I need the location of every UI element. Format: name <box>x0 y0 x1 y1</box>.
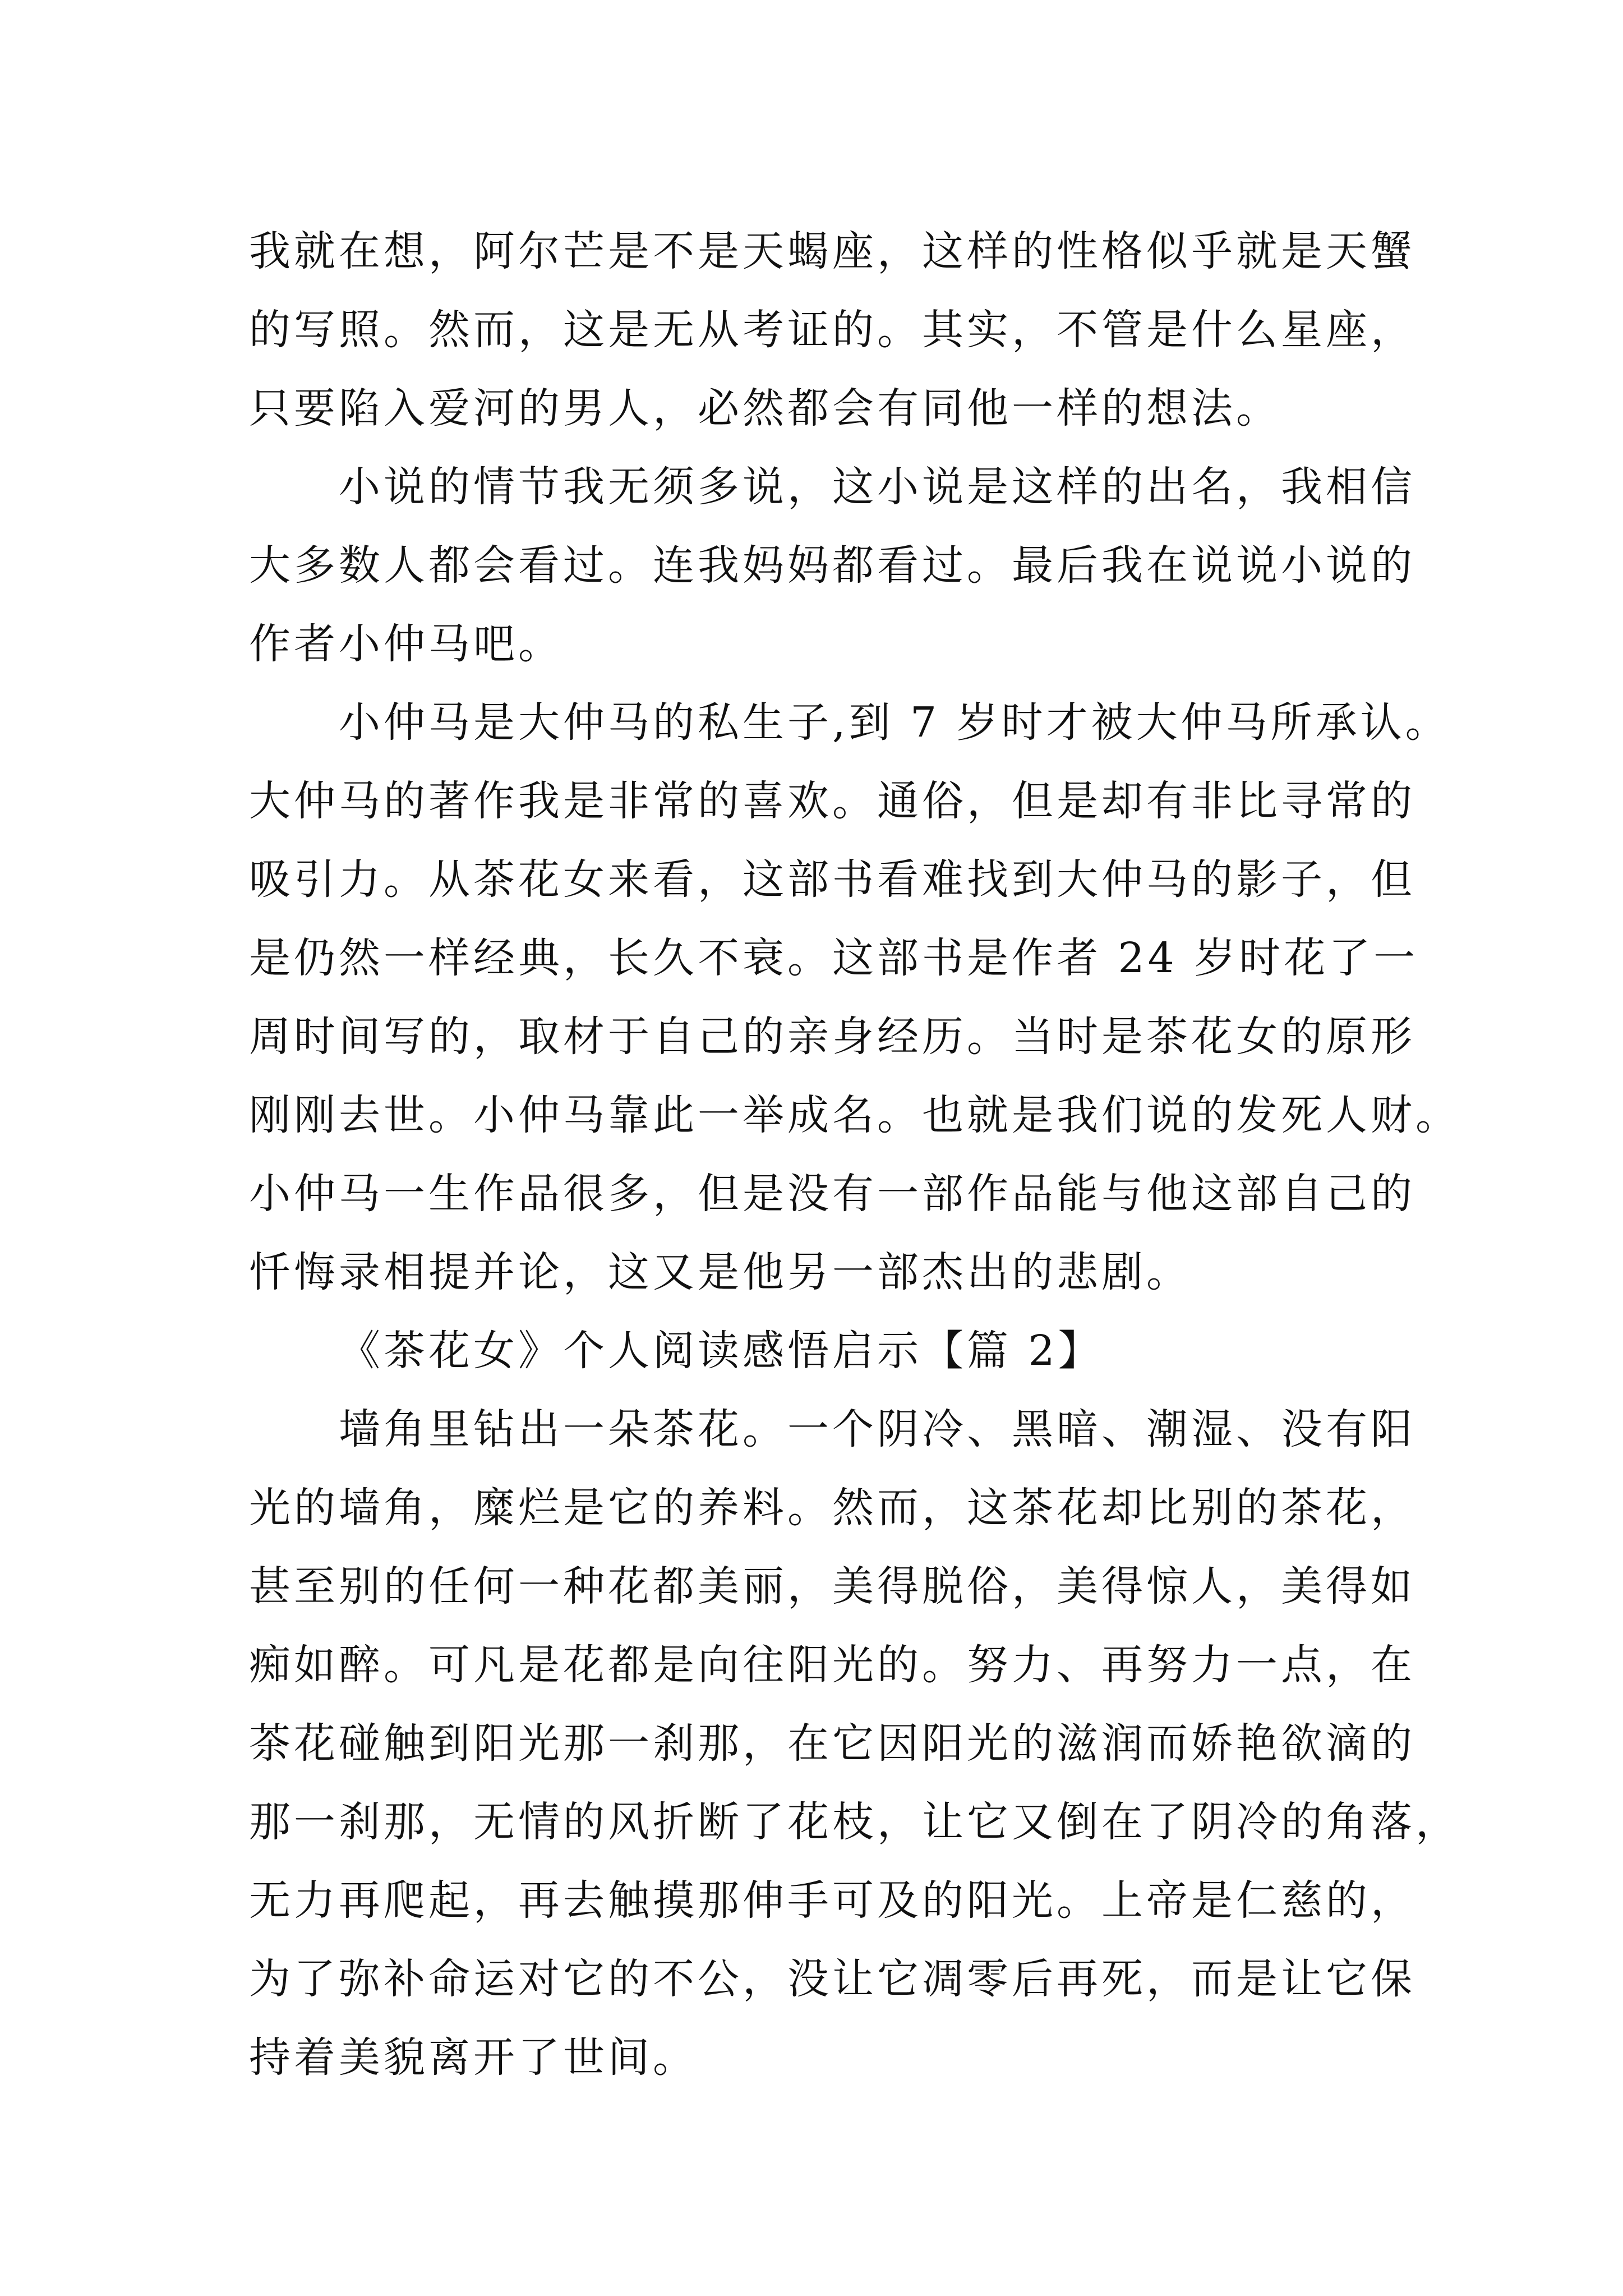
text-line: 为了弥补命运对它的不公，没让它凋零后再死，而是让它保 <box>249 1955 1415 2003</box>
text-line: 吸引力。从茶花女来看，这部书看难找到大仲马的影子，但 <box>249 855 1415 904</box>
text-line: 小说的情节我无须多说，这小说是这样的出名，我相信 <box>339 463 1415 511</box>
text-line: 小仲马一生作品很多，但是没有一部作品能与他这部自己的 <box>249 1170 1415 1218</box>
text-line: 作者小仲马吧。 <box>249 620 563 668</box>
text-line: 小仲马是大仲马的私生子,到 7 岁时才被大仲马所承认。 <box>339 698 1450 747</box>
text-line: 我就在想，阿尔芒是不是天蝎座，这样的性格似乎就是天蟹 <box>249 227 1415 275</box>
document-page <box>249 212 1460 2097</box>
text-line: 忏悔录相提并论，这又是他另一部杰出的悲剧。 <box>249 1248 1191 1296</box>
text-line: 光的墙角，糜烂是它的养料。然而，这茶花却比别的茶花， <box>249 1484 1415 1532</box>
text-line: 只要陷入爱河的男人，必然都会有同他一样的想法。 <box>249 384 1281 432</box>
text-line: 周时间写的，取材于自己的亲身经历。当时是茶花女的原形 <box>249 1013 1415 1061</box>
text-line: 大多数人都会看过。连我妈妈都看过。最后我在说说小说的 <box>249 541 1415 590</box>
text-line: 持着美貌离开了世间。 <box>249 2033 698 2082</box>
text-line: 是仍然一样经典，长久不衰。这部书是作者 24 岁时花了一 <box>249 934 1419 982</box>
text-line: 的写照。然而，这是无从考证的。其实，不管是什么星座， <box>249 306 1415 354</box>
text-line: 大仲马的著作我是非常的喜欢。通俗，但是却有非比寻常的 <box>249 777 1415 825</box>
section-heading: 《茶花女》个人阅读感悟启示【篇 2】 <box>339 1327 1103 1375</box>
text-line: 痴如醉。可凡是花都是向往阳光的。努力、再努力一点，在 <box>249 1641 1415 1689</box>
text-line: 那一刹那，无情的风折断了花枝，让它又倒在了阴冷的角落， <box>249 1798 1460 1846</box>
text-line: 墙角里钻出一朵茶花。一个阴冷、黑暗、潮湿、没有阳 <box>339 1405 1415 1453</box>
text-line: 甚至别的任何一种花都美丽，美得脱俗，美得惊人，美得如 <box>249 1562 1415 1611</box>
text-line: 茶花碰触到阳光那一刹那，在它因阳光的滋润而娇艳欲滴的 <box>249 1719 1415 1768</box>
text-line: 无力再爬起，再去触摸那伸手可及的阳光。上帝是仁慈的， <box>249 1876 1415 1925</box>
text-line: 刚刚去世。小仲马靠此一举成名。也就是我们说的发死人财。 <box>249 1091 1460 1139</box>
